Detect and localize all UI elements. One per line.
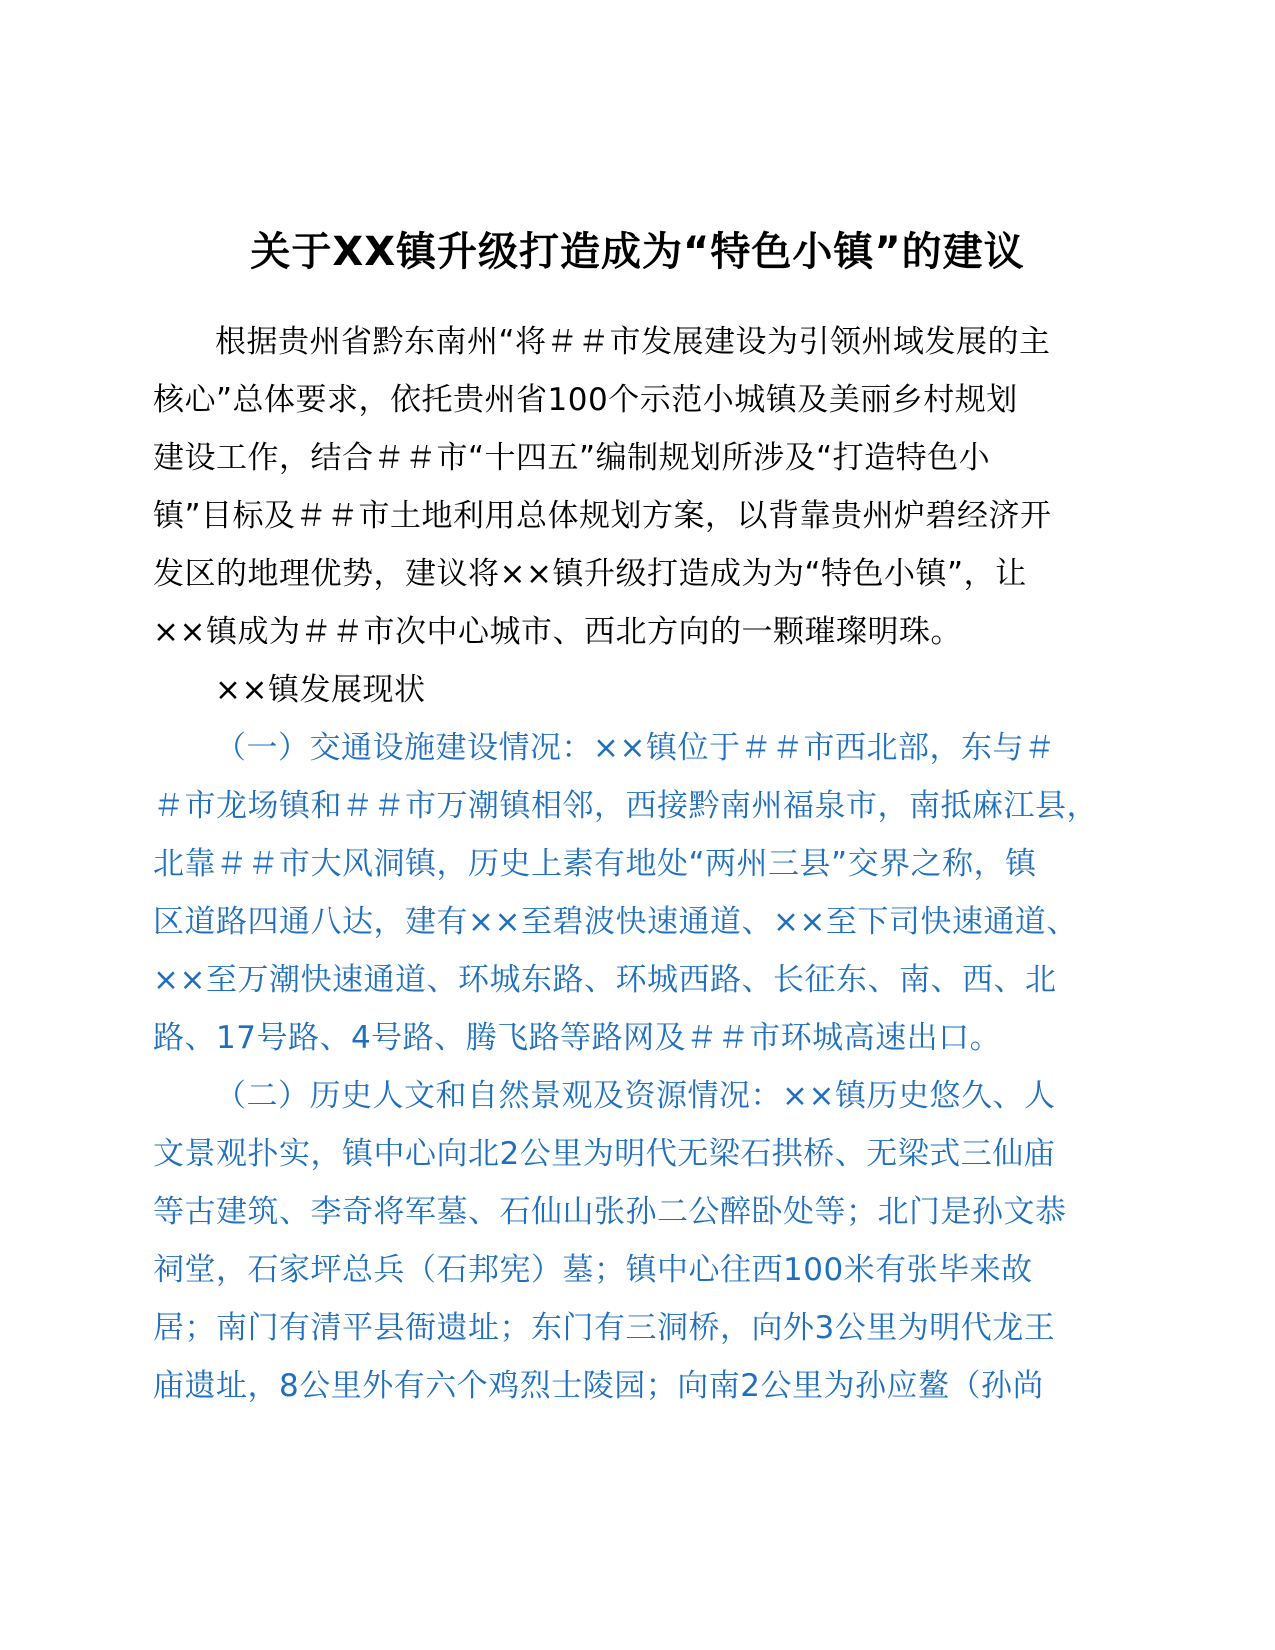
transport-section-paragraph: （一）交通设施建设情况：××镇位于＃＃市西北部，东与＃ ＃市龙场镇和＃＃市万潮镇相邻，西接黔南州福泉市，南抵麻江县， 北靠＃＃市大风洞镇，历史上素有地处“两州三县”交界之称，镇 区道路四通八达，建有××至碧波快速通道、××至下司快速通道、 ××至万潮快速通道、环城东路、环城西路、长征东、南、西、北 路、17号路、4号路、腾飞路等路网及＃＃市环城高速出口。 (153, 730, 1098, 1056)
document-body (153, 313, 1143, 1415)
section-heading: ××镇发展现状 (215, 672, 426, 708)
document-title: 关于XX镇升级打造成为“特色小镇”的建议 (250, 229, 1025, 275)
intro-paragraph: 根据贵州省黔东南州“将＃＃市发展建设为引领州域发展的主 核心”总体要求，依托贵州省100个示范小城镇及美丽乡村规划 建设工作，结合＃＃市“十四五”编制规划所涉及“打造特色小 镇”目标及＃＃市土地利用总体规划方案，以背靠贵州炉碧经济开 发区的地理优势，建议将××镇升级打造成为为“特色小镇”，让 ××镇成为＃＃市次中心城市、西北方向的一颗璀璨明珠。 (153, 324, 1052, 650)
history-section-paragraph: （二）历史人文和自然景观及资源情况：××镇历史悠久、人 文景观扑实，镇中心向北2公里为明代无梁石拱桥、无梁式三仙庙 等古建筑、李奇将军墓、石仙山张孙二公醉卧处等；北门是孙文恭 祠堂，石家坪总兵（石邦宪）墓；镇中心往西100米有张毕来故 居；南门有清平县衙遗址；东门有三洞桥，向外3公里为明代龙王 庙遗址，8公里外有六个鸡烈士陵园；向南2公里为孙应鳌（孙尚 (153, 1078, 1067, 1404)
